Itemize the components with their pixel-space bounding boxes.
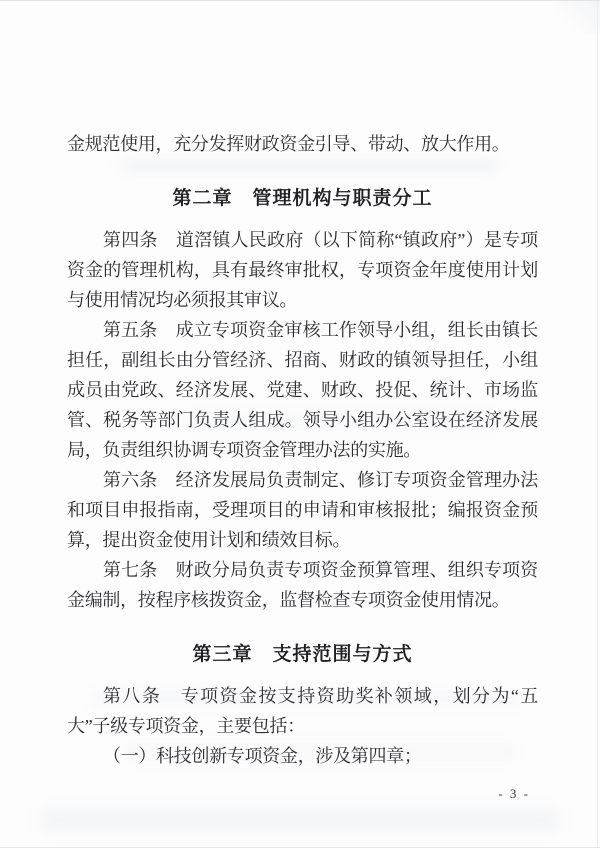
chapter-3-heading: 第三章 支持范围与方式 xyxy=(192,644,413,665)
chapter-2-heading: 第二章 管理机构与职责分工 xyxy=(172,188,433,209)
scan-artifact xyxy=(40,807,560,833)
scan-page-edge xyxy=(597,1,598,847)
article-8-item-1: （一）科技创新专项资金，涉及第四章； xyxy=(103,746,422,766)
article-7-paragraph: 第七条 财政分局负责专项资金预算管理、组织专项资金编制，按程序核拨资金，监督检查专项资金使用情况。 xyxy=(67,560,538,610)
article-4-paragraph: 第四条 道滘镇人民政府（以下简称“镇政府”）是专项资金的管理机构，具有最终审批权，专项资金年度使用计划与使用情况均必须报其审议。 xyxy=(67,230,538,310)
page-number: - 3 - xyxy=(498,786,530,801)
article-6-paragraph: 第六条 经济发展局负责制定、修订专项资金管理办法和项目申报指南，受理项目的申请和审核报批；编报资金预算，提出资金使用计划和绩效目标。 xyxy=(67,470,538,550)
paragraph-continuation: 金规范使用，充分发挥财政资金引导、带动、放大作用。 xyxy=(67,134,510,154)
scan-corner-shade xyxy=(554,1,600,35)
article-5-paragraph: 第五条 成立专项资金审核工作领导小组，组长由镇长担任，副组长由分管经济、招商、财政的镇领导担任，小组成员由党政、经济发展、党建、财政、投促、统计、市场监管、税务等部门负责人组成。领导小组办公室设在经济发展局，负责组织协调专项资金管理办法的实施。 xyxy=(67,320,538,460)
article-8-paragraph: 第八条 专项资金按支持资助奖补领域，划分为“五大”子级专项资金，主要包括： xyxy=(67,686,538,736)
document-content xyxy=(67,129,538,771)
